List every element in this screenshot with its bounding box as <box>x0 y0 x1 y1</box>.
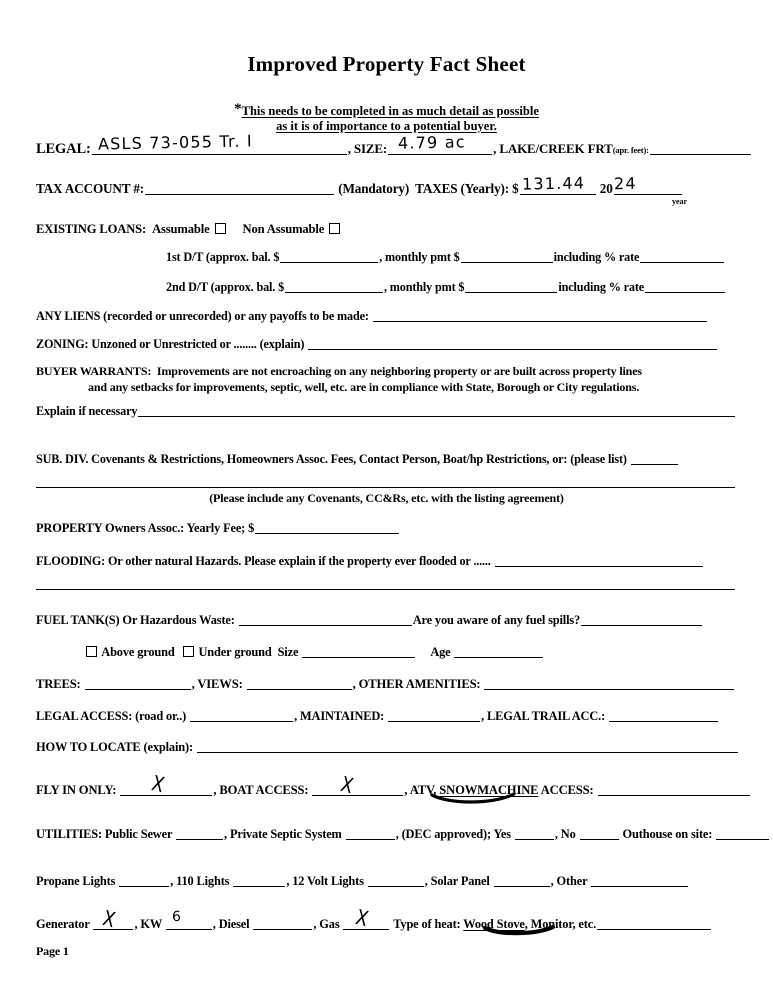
under-ground-checkbox[interactable] <box>183 646 194 657</box>
generator-input[interactable] <box>93 906 133 934</box>
kw-input[interactable] <box>166 908 212 930</box>
size-input[interactable] <box>388 132 492 155</box>
subdivision-note: (Please include any Covenants, CC&Rs, etc. with the listing agreement) <box>209 491 564 505</box>
existing-loans-row <box>36 222 342 237</box>
subdivision-input[interactable] <box>631 464 678 465</box>
subdivision-row <box>36 452 679 467</box>
wood-stove-label: Wood Stove <box>463 917 525 931</box>
gas-input[interactable] <box>343 905 389 933</box>
dec-no-input[interactable] <box>580 839 619 840</box>
fuel-tanks-input[interactable] <box>239 625 412 626</box>
legal-access-input[interactable] <box>190 721 293 722</box>
septic-label: , Private Septic System <box>224 827 342 841</box>
lake-creek-label: , LAKE/CREEK FRT <box>493 141 613 156</box>
flooding-label: FLOODING: Or other natural Hazards. Please explain if the property ever flooded or ...... <box>36 554 491 568</box>
boat-access-label: , BOAT ACCESS: <box>213 783 309 797</box>
second-dt-mid-label: , monthly pmt $ <box>384 280 465 294</box>
legal-trail-input[interactable] <box>609 721 718 722</box>
above-ground-label: Above ground <box>101 645 175 659</box>
subdivision-note-row <box>0 491 773 506</box>
maintained-input[interactable] <box>388 721 480 722</box>
generator-label: Generator <box>36 917 90 931</box>
trees-input[interactable] <box>85 689 191 690</box>
liens-input[interactable] <box>373 321 707 322</box>
lake-creek-input[interactable] <box>650 154 751 155</box>
second-dt-label: 2nd D/T (approx. bal. $ <box>166 280 285 294</box>
mandatory-label: (Mandatory) <box>338 181 410 196</box>
fuel-spills-input[interactable] <box>581 625 702 626</box>
septic-input[interactable] <box>346 839 395 840</box>
second-dt-row <box>166 280 726 295</box>
liens-label: ANY LIENS (recorded or unrecorded) or any payoffs to be made: <box>36 309 369 323</box>
subtitle-line-2-text: as it is of importance to a potential buyer. <box>276 119 497 133</box>
size-value: 4.79 ac <box>397 132 467 153</box>
property-owners-assoc-label: PROPERTY Owners Assoc.: Yearly Fee; $ <box>36 521 255 535</box>
boat-access-input[interactable] <box>312 772 403 800</box>
explain-label: Explain if necessary <box>36 404 138 418</box>
first-dt-rate-input[interactable] <box>640 262 724 263</box>
buyer-warrants-label: BUYER WARRANTS: <box>36 364 152 378</box>
buyer-warrants-line-2: and any setbacks for improvements, septic, well, etc. are in compliance with State, Borough or City regulations. <box>88 380 640 394</box>
asterisk-marker: * <box>234 101 242 117</box>
fuel-tank-size-input[interactable] <box>302 657 415 658</box>
first-dt-mid-label: , monthly pmt $ <box>379 250 460 264</box>
outhouse-label: Outhouse on site: <box>622 827 713 841</box>
tax-account-input[interactable] <box>145 194 334 195</box>
legal-access-label: LEGAL ACCESS: (road or..) <box>36 709 187 723</box>
dec-yes-input[interactable] <box>515 839 554 840</box>
subtitle-line-1 <box>0 101 773 119</box>
maintained-label: , MAINTAINED: <box>294 709 385 723</box>
legal-label: LEGAL: <box>36 141 91 157</box>
lighting-row <box>36 874 689 889</box>
above-ground-checkbox[interactable] <box>86 646 97 657</box>
heat-other-input[interactable] <box>597 929 711 930</box>
legal-input[interactable] <box>92 131 347 155</box>
other-amenities-input[interactable] <box>484 689 734 690</box>
power-row <box>36 905 712 934</box>
second-dt-suffix-label: including % rate <box>558 280 645 294</box>
heat-rest-label: , Monitor, etc. <box>524 917 597 931</box>
subtitle-line-1-text: This needs to be completed in as much detail as possible <box>241 104 539 118</box>
legal-value: ASLS 73-055 Tr. I <box>97 131 253 154</box>
explain-row <box>36 404 736 419</box>
lighting-other-input[interactable] <box>591 886 688 887</box>
lake-creek-sub-label: (apr. feet): <box>612 145 649 155</box>
first-dt-suffix-label: including % rate <box>553 250 640 264</box>
generator-value: X <box>100 906 118 934</box>
how-to-locate-label: HOW TO LOCATE (explain): <box>36 740 193 754</box>
non-assumable-label: Non Assumable <box>242 222 325 236</box>
utilities-label: UTILITIES: Public Sewer <box>36 827 173 841</box>
taxes-value: 131.44 <box>521 173 585 194</box>
fuel-spills-label: Are you aware of any fuel spills? <box>412 613 581 627</box>
diesel-label: , Diesel <box>212 917 250 931</box>
fly-in-value: X <box>149 771 167 799</box>
taxes-yearly-label: TAXES (Yearly): $ <box>415 181 519 196</box>
gas-value: X <box>353 905 371 933</box>
fuel-tanks-label: FUEL TANK(S) Or Hazardous Waste: <box>36 613 235 627</box>
subdivision-continuation-input[interactable] <box>36 487 735 488</box>
property-owners-assoc-input[interactable] <box>255 533 399 534</box>
solar-panel-label: , Solar Panel <box>424 874 490 888</box>
legal-row <box>36 131 752 158</box>
second-dt-payment-input[interactable] <box>465 292 557 293</box>
zoning-input[interactable] <box>308 349 717 350</box>
fuel-tank-size-label: Size <box>277 645 299 659</box>
public-sewer-input[interactable] <box>176 839 223 840</box>
tax-row <box>36 173 683 197</box>
kw-value: 6 <box>171 908 182 926</box>
zoning-label: ZONING: Unzoned or Unrestricted or ........ (explain) <box>36 337 305 351</box>
kw-label: , KW <box>134 917 162 931</box>
type-of-heat-label: Type of heat: <box>393 917 461 931</box>
snowmachine-access-input[interactable] <box>598 795 750 796</box>
fuel-tank-age-label: Age <box>430 645 451 659</box>
year-value: 24 <box>613 173 637 194</box>
diesel-input[interactable] <box>253 929 312 930</box>
outhouse-input[interactable] <box>716 839 769 840</box>
solar-panel-input[interactable] <box>494 886 550 887</box>
boat-access-value: X <box>338 772 356 800</box>
110-lights-input[interactable] <box>233 886 285 887</box>
12-volt-lights-label: , 12 Volt Lights <box>286 874 364 888</box>
amenities-row <box>36 677 735 692</box>
fly-in-label: FLY IN ONLY: <box>36 783 117 797</box>
size-label: , SIZE: <box>347 141 388 156</box>
how-to-locate-input[interactable] <box>197 752 738 753</box>
fuel-tank-age-input[interactable] <box>454 657 543 658</box>
dec-no-label: , No <box>554 827 576 841</box>
fuel-tank-type-row <box>84 645 544 660</box>
assumable-label: Assumable <box>152 222 210 236</box>
year-sub-label: year <box>672 197 688 206</box>
snowmachine-access-label: ACCESS: <box>540 783 594 797</box>
lighting-other-label: , Other <box>550 874 588 888</box>
subtitle-line-2 <box>0 119 773 134</box>
how-to-locate-row <box>36 740 739 755</box>
liens-row <box>36 309 708 324</box>
flooding-continuation-input[interactable] <box>36 589 735 590</box>
first-dt-payment-input[interactable] <box>461 262 553 263</box>
snowmachine-label: SNOWMACHINE <box>439 783 539 797</box>
propane-lights-label: Propane Lights <box>36 874 116 888</box>
under-ground-label: Under ground <box>198 645 272 659</box>
second-dt-balance-input[interactable] <box>285 292 383 293</box>
first-dt-balance-input[interactable] <box>280 262 378 263</box>
page-title: Improved Property Fact Sheet <box>247 52 526 76</box>
explain-input[interactable] <box>138 416 735 417</box>
fly-in-input[interactable] <box>120 771 212 799</box>
first-dt-label: 1st D/T (approx. bal. $ <box>166 250 280 264</box>
buyer-warrants-row <box>36 364 642 379</box>
trees-label: TREES: <box>36 677 81 691</box>
year-prefix-label: 20 <box>599 181 613 196</box>
buyer-warrants-line-2-row <box>88 380 639 395</box>
zoning-row <box>36 337 718 352</box>
legal-access-row <box>36 709 719 724</box>
non-assumable-checkbox[interactable] <box>329 223 340 234</box>
other-amenities-label: , OTHER AMENITIES: <box>352 677 481 691</box>
existing-loans-label: EXISTING LOANS: <box>36 222 147 236</box>
wood-stove-handwritten-underline-icon <box>483 922 555 936</box>
buyer-warrants-line-1: Improvements are not encroaching on any neighboring property or are built across property lines <box>156 364 642 378</box>
taxes-input[interactable] <box>520 173 596 195</box>
tax-account-label: TAX ACCOUNT #: <box>36 181 145 196</box>
assumable-checkbox[interactable] <box>215 223 226 234</box>
flooding-row <box>36 554 704 569</box>
utilities-row <box>36 827 770 842</box>
atv-label: , ATV, <box>404 783 437 797</box>
propane-lights-input[interactable] <box>119 886 169 887</box>
fuel-tanks-row <box>36 613 703 628</box>
page-footer: Page 1 <box>36 944 69 958</box>
first-dt-row <box>166 250 725 265</box>
12-volt-lights-input[interactable] <box>368 886 424 887</box>
dec-approved-label: , (DEC approved); Yes <box>395 827 511 841</box>
property-owners-assoc-row <box>36 521 400 536</box>
year-input[interactable] <box>613 173 682 195</box>
transport-row <box>36 771 751 800</box>
110-lights-label: , 110 Lights <box>170 874 230 888</box>
views-input[interactable] <box>247 689 352 690</box>
flooding-input[interactable] <box>495 566 703 567</box>
legal-trail-label: , LEGAL TRAIL ACC.: <box>481 709 606 723</box>
snowmachine-handwritten-underline-icon <box>430 790 516 806</box>
subdivision-label: SUB. DIV. Covenants & Restrictions, Homeowners Assoc. Fees, Contact Person, Boat/hp Restrictions, or: (please list) <box>36 452 627 466</box>
views-label: , VIEWS: <box>191 677 243 691</box>
second-dt-rate-input[interactable] <box>645 292 725 293</box>
gas-label: , Gas <box>313 917 340 931</box>
